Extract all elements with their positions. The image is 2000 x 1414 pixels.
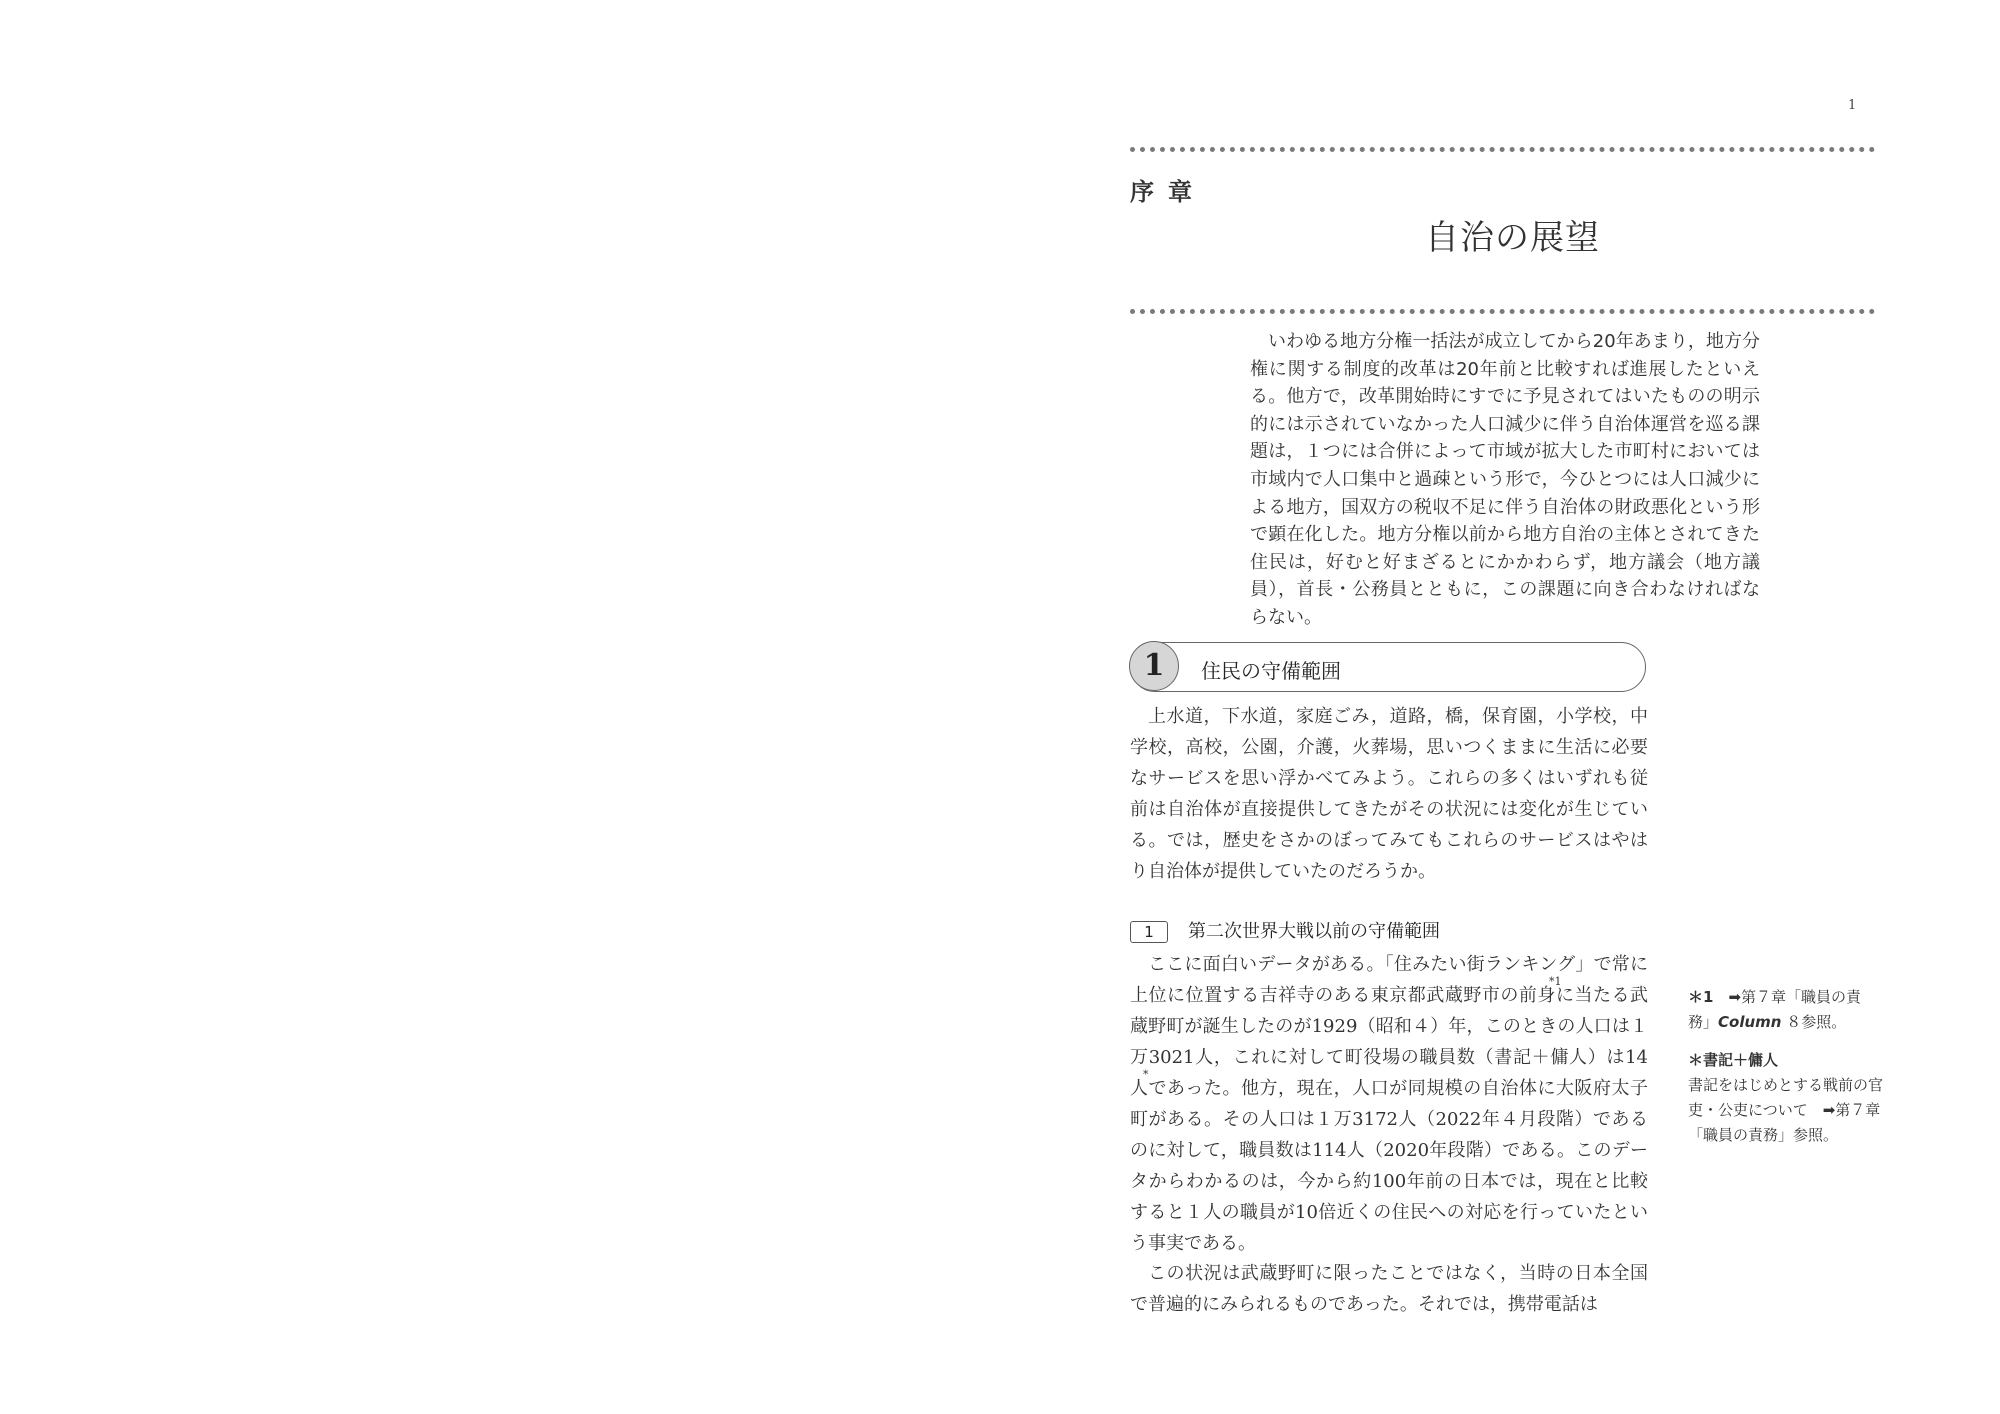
side-note-1-text: 第７章「職員の責務」 [1688, 988, 1862, 1031]
footnote-reference-1: *1 [1549, 975, 1562, 988]
side-note-1-column: Column [1718, 1013, 1782, 1031]
subsection-heading [1130, 917, 1440, 943]
arrow-right-icon: ➡ [1822, 1101, 1836, 1119]
section-paragraph: 上水道，下水道，家庭ごみ，道路，橋，保育園，小学校，中学校，高校，公園，介護，火葬場，思いつくままに生活に必要なサービスを思い浮かべてみよう。これらの多くはいずれも従前は自治体が直接提供してきたがその状況には変化が生じている。では，歴史をさかのぼってみてもこれらのサービスはやはり自治体が提供していたのだろうか。 [1130, 706, 1648, 882]
side-note-1-column-number: ８ [1786, 1013, 1802, 1031]
side-note-2 [1688, 1048, 1883, 1148]
side-note-2-text: 書記をはじめとする戦前の官吏・公吏について [1688, 1076, 1884, 1119]
section-number-badge: 1 [1129, 641, 1179, 691]
chapter-label: 序章 [1130, 178, 1206, 206]
bottom-dotted-rule [1130, 309, 1875, 314]
side-note-1-marker: ＊1 [1688, 988, 1714, 1006]
subsection-paragraph-1: ここに面白いデータがある。「住みたい街ランキング」で常に上位に位置する吉祥寺のある東京都武蔵野市の前身に当たる武蔵野町が誕生したのが1929（昭和４）年，このときの人口は１万3021人，これに対して町役場の職員数（書記＋傭人）は14人であった。他方，現在，人口が同規模の自治体に大阪府太子町がある。その人口は１万3172人（2022年４月段階）であるのに対して，職員数は114人（2020年段階）である。このデータからわかるのは，今から約100年前の日本では，現在と比較すると１人の職員が10倍近くの住民への対応を行っていたという事実である。 [1130, 954, 1648, 1254]
footnote-reference-2: * [1143, 1068, 1149, 1081]
page-number: 1 [1848, 98, 1857, 113]
side-note-1-suffix: 参照。 [1801, 1013, 1847, 1031]
side-note-1 [1688, 985, 1883, 1035]
chapter-title: 自治の展望 [1425, 218, 1600, 258]
top-dotted-rule [1130, 147, 1875, 152]
section-heading [1130, 642, 1646, 692]
subsection-paragraph-2: この状況は武蔵野町に限ったことではなく，当時の日本全国で普遍的にみられるものであった。それでは，携帯電話は [1130, 1263, 1648, 1315]
side-note-2-heading: ＊書記＋傭人 [1688, 1051, 1779, 1069]
subsection-title: 第二次世界大戦以前の守備範囲 [1188, 921, 1440, 942]
subsection-number-box: 1 [1130, 921, 1168, 943]
side-note-2-suffix: 第７章「職員の責務」参照。 [1688, 1101, 1881, 1144]
section-title: 住民の守備範囲 [1201, 659, 1341, 683]
arrow-right-icon: ➡ [1728, 988, 1742, 1006]
chapter-abstract: いわゆる地方分権一括法が成立してから20年あまり，地方分権に関する制度的改革は20年前と比較すれば進展したといえる。他方で，改革開始時にすでに予見されてはいたものの明示的には示されていなかった人口減少に伴う自治体運営を巡る課題は，１つには合併によって市域が拡大した市町村においては市域内で人口集中と過疎という形で，今ひとつには人口減少による地方，国双方の税収不足に伴う自治体の財政悪化という形で顕在化した。地方分権以前から地方自治の主体とされてきた住民は，好むと好まざるとにかかわらず，地方議会（地方議員），首長・公務員とともに，この課題に向き合わなければならない。 [1250, 331, 1760, 628]
